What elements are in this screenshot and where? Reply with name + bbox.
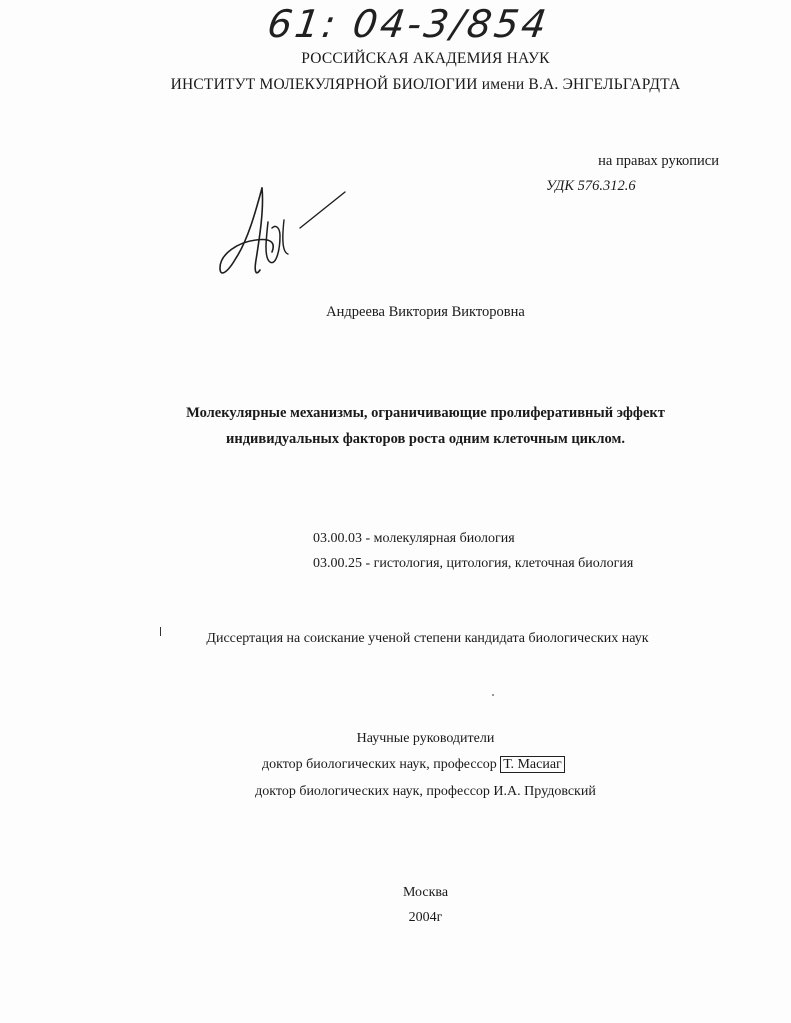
supervisor-name-boxed: Т. Масиаг [500, 756, 564, 773]
thesis-title-line-1: Молекулярные механизмы, ограничивающие пролиферативный эффект [186, 405, 665, 421]
udk-code: УДК 576.312.6 [546, 178, 636, 194]
scan-speck [492, 694, 494, 696]
supervisor-degree: доктор биологических наук, профессор [262, 757, 497, 772]
thesis-title-line-2: индивидуальных факторов роста одним клеточным циклом. [226, 431, 625, 447]
dissertation-degree-statement: Диссертация на соискание ученой степени кандидата биологических наук [206, 631, 649, 646]
manuscript-rights-note: на правах рукописи [598, 153, 719, 169]
specialty-item: 03.00.03 - молекулярная биология [313, 531, 515, 546]
specialty-item: 03.00.25 - гистология, цитология, клеточная биология [313, 556, 634, 571]
academy-header: РОССИЙСКАЯ АКАДЕМИЯ НАУК [301, 50, 550, 67]
author-name: Андреева Виктория Викторовна [326, 304, 525, 320]
year: 2004г [408, 910, 443, 925]
specialty-name: гистология, цитология, клеточная биология [373, 556, 634, 571]
specialty-name: молекулярная биология [373, 531, 515, 546]
handwritten-signature-icon [210, 180, 360, 290]
supervisor-second: доктор биологических наук, профессор И.А. Прудовский [255, 784, 596, 799]
specialty-code: 03.00.03 [313, 531, 362, 546]
city: Москва [402, 885, 449, 900]
supervisors-heading: Научные руководители [356, 731, 495, 746]
specialty-code: 03.00.25 [313, 556, 362, 571]
supervisor-first [262, 757, 565, 773]
institute-header: ИНСТИТУТ МОЛЕКУЛЯРНОЙ БИОЛОГИИ имени В.А. ЭНГЕЛЬГАРДТА [170, 76, 681, 93]
archive-stamp-code: 61: 04-3/854 [264, 2, 552, 46]
